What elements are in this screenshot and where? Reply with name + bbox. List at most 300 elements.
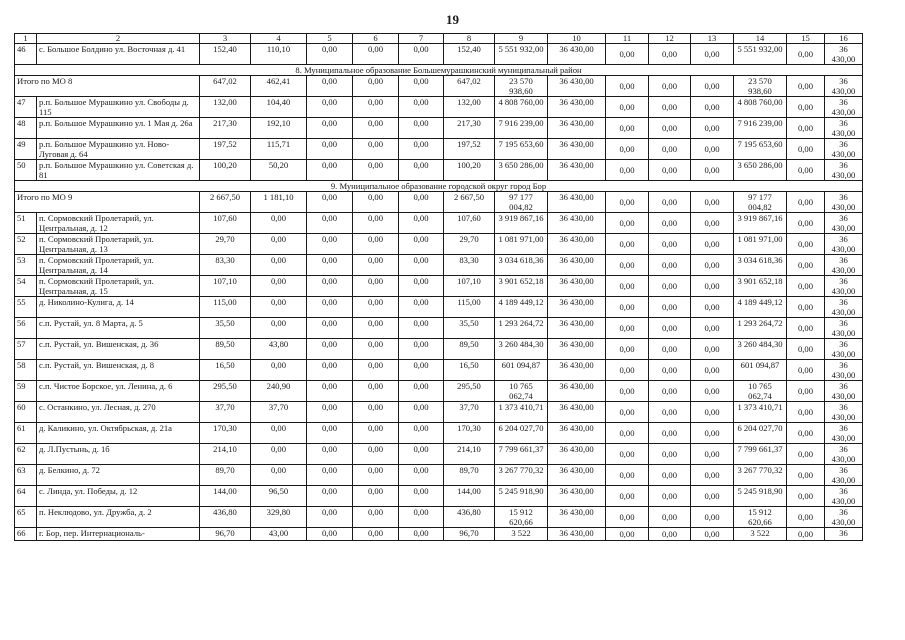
column-number-11: 11	[606, 34, 649, 44]
column-number-3: 3	[200, 34, 251, 44]
table-row	[15, 465, 863, 486]
cell-col-8: 436,80	[444, 507, 495, 528]
cell-col-7: 0,00	[399, 486, 444, 507]
cell-col-14: 15 912 620,66	[734, 507, 787, 528]
cell-col-11: 0,00	[606, 213, 649, 234]
cell-col-16: 36 430,00	[825, 44, 863, 65]
municipality-heading-row	[15, 181, 863, 192]
cell-col-4: 104,40	[251, 97, 307, 118]
cell-col-3: 89,70	[200, 465, 251, 486]
address-cell: р.п. Большое Мурашкино ул. Советская д. 81	[37, 160, 200, 181]
cell-col-3: 170,30	[200, 423, 251, 444]
cell-col-11: 0,00	[606, 192, 649, 213]
cell-col-5: 0,00	[307, 192, 353, 213]
cell-col-6: 0,00	[353, 213, 399, 234]
cell-col-9: 3 919 867,16	[495, 213, 548, 234]
table-row	[15, 276, 863, 297]
cell-col-5: 0,00	[307, 213, 353, 234]
cell-col-16: 36 430,00	[825, 318, 863, 339]
cell-col-15: 0,00	[787, 486, 825, 507]
cell-col-8: 35,50	[444, 318, 495, 339]
cell-col-10: 36 430,00	[548, 160, 606, 181]
cell-col-14: 601 094,87	[734, 360, 787, 381]
cell-col-3: 16,50	[200, 360, 251, 381]
table-row	[15, 118, 863, 139]
cell-col-5: 0,00	[307, 528, 353, 541]
cell-col-4: 0,00	[251, 213, 307, 234]
cell-col-14: 3 267 770,32	[734, 465, 787, 486]
address-cell: п. Сормовский Пролетарий, ул. Центральная, д. 15	[37, 276, 200, 297]
registry-table	[14, 33, 863, 541]
cell-col-6: 0,00	[353, 297, 399, 318]
cell-col-15: 0,00	[787, 44, 825, 65]
cell-col-9: 3 901 652,18	[495, 276, 548, 297]
table-row	[15, 444, 863, 465]
cell-col-7: 0,00	[399, 160, 444, 181]
cell-col-16: 36 430,00	[825, 360, 863, 381]
cell-col-4: 0,00	[251, 444, 307, 465]
cell-col-3: 100,20	[200, 160, 251, 181]
cell-col-8: 100,20	[444, 160, 495, 181]
cell-col-5: 0,00	[307, 381, 353, 402]
table-row	[15, 339, 863, 360]
cell-col-15: 0,00	[787, 255, 825, 276]
cell-col-3: 132,00	[200, 97, 251, 118]
cell-col-8: 115,00	[444, 297, 495, 318]
cell-col-12: 0,00	[649, 360, 691, 381]
address-cell: п. Сормовский Пролетарий, ул. Центральная, д. 12	[37, 213, 200, 234]
cell-col-4: 0,00	[251, 297, 307, 318]
cell-col-4: 329,80	[251, 507, 307, 528]
cell-col-7: 0,00	[399, 234, 444, 255]
cell-col-16: 36 430,00	[825, 160, 863, 181]
cell-col-9: 1 293 264,72	[495, 318, 548, 339]
cell-col-12: 0,00	[649, 97, 691, 118]
cell-col-10: 36 430,00	[548, 339, 606, 360]
row-number: 59	[15, 381, 37, 402]
subtotal-row	[15, 192, 863, 213]
address-cell: р.п. Большое Мурашкино ул. Ново-Луговая д. 64	[37, 139, 200, 160]
cell-col-5: 0,00	[307, 444, 353, 465]
row-number: 65	[15, 507, 37, 528]
cell-col-9: 3 267 770,32	[495, 465, 548, 486]
cell-col-8: 132,00	[444, 97, 495, 118]
cell-col-9: 3 034 618,36	[495, 255, 548, 276]
address-cell: п. Сормовский Пролетарий, ул. Центральная, д. 14	[37, 255, 200, 276]
cell-col-3: 115,00	[200, 297, 251, 318]
column-number-2: 2	[37, 34, 200, 44]
cell-col-10: 36 430,00	[548, 44, 606, 65]
cell-col-4: 192,10	[251, 118, 307, 139]
cell-col-11: 0,00	[606, 118, 649, 139]
cell-col-16: 36 430,00	[825, 192, 863, 213]
cell-col-4: 0,00	[251, 423, 307, 444]
municipality-heading: 8. Муниципальное образование Большемурашкинский муниципальный район	[15, 65, 863, 76]
cell-col-14: 1 081 971,00	[734, 234, 787, 255]
cell-col-4: 0,00	[251, 276, 307, 297]
cell-col-14: 4 189 449,12	[734, 297, 787, 318]
cell-col-7: 0,00	[399, 465, 444, 486]
address-cell: д. Белкино, д. 72	[37, 465, 200, 486]
cell-col-14: 7 916 239,00	[734, 118, 787, 139]
cell-col-12: 0,00	[649, 192, 691, 213]
cell-col-13: 0,00	[691, 381, 734, 402]
cell-col-3: 107,60	[200, 213, 251, 234]
cell-col-7: 0,00	[399, 44, 444, 65]
row-number: 61	[15, 423, 37, 444]
cell-col-9: 601 094,87	[495, 360, 548, 381]
cell-col-13: 0,00	[691, 507, 734, 528]
column-number-14: 14	[734, 34, 787, 44]
cell-col-9: 4 808 760,00	[495, 97, 548, 118]
cell-col-6: 0,00	[353, 486, 399, 507]
cell-col-16: 36 430,00	[825, 234, 863, 255]
cell-col-3: 214,10	[200, 444, 251, 465]
cell-col-7: 0,00	[399, 423, 444, 444]
cell-col-13: 0,00	[691, 213, 734, 234]
cell-col-4: 50,20	[251, 160, 307, 181]
cell-col-13: 0,00	[691, 444, 734, 465]
table-row	[15, 360, 863, 381]
cell-col-13: 0,00	[691, 76, 734, 97]
cell-col-11: 0,00	[606, 339, 649, 360]
cell-col-15: 0,00	[787, 360, 825, 381]
cell-col-15: 0,00	[787, 507, 825, 528]
cell-col-10: 36 430,00	[548, 507, 606, 528]
table-row	[15, 139, 863, 160]
cell-col-15: 0,00	[787, 76, 825, 97]
cell-col-7: 0,00	[399, 276, 444, 297]
cell-col-11: 0,00	[606, 76, 649, 97]
row-number: 52	[15, 234, 37, 255]
cell-col-12: 0,00	[649, 444, 691, 465]
cell-col-16: 36 430,00	[825, 297, 863, 318]
row-number: 48	[15, 118, 37, 139]
cell-col-13: 0,00	[691, 297, 734, 318]
row-number: 64	[15, 486, 37, 507]
table-row	[15, 234, 863, 255]
cell-col-7: 0,00	[399, 213, 444, 234]
cell-col-5: 0,00	[307, 339, 353, 360]
cell-col-9: 7 916 239,00	[495, 118, 548, 139]
cell-col-6: 0,00	[353, 234, 399, 255]
cell-col-4: 1 181,10	[251, 192, 307, 213]
cell-col-5: 0,00	[307, 360, 353, 381]
cell-col-9: 1 081 971,00	[495, 234, 548, 255]
cell-col-6: 0,00	[353, 318, 399, 339]
cell-col-11: 0,00	[606, 255, 649, 276]
cell-col-3: 144,00	[200, 486, 251, 507]
cell-col-13: 0,00	[691, 234, 734, 255]
cell-col-3: 83,30	[200, 255, 251, 276]
cell-col-10: 36 430,00	[548, 276, 606, 297]
cell-col-6: 0,00	[353, 423, 399, 444]
column-number-10: 10	[548, 34, 606, 44]
cell-col-12: 0,00	[649, 381, 691, 402]
cell-col-5: 0,00	[307, 486, 353, 507]
cell-col-12: 0,00	[649, 255, 691, 276]
cell-col-8: 214,10	[444, 444, 495, 465]
table-row	[15, 44, 863, 65]
cell-col-11: 0,00	[606, 318, 649, 339]
cell-col-6: 0,00	[353, 160, 399, 181]
cell-col-6: 0,00	[353, 76, 399, 97]
cell-col-9: 3 260 484,30	[495, 339, 548, 360]
cell-col-9: 6 204 027,70	[495, 423, 548, 444]
cell-col-12: 0,00	[649, 402, 691, 423]
cell-col-14: 5 551 932,00	[734, 44, 787, 65]
row-number: 51	[15, 213, 37, 234]
cell-col-14: 3 901 652,18	[734, 276, 787, 297]
column-number-7: 7	[399, 34, 444, 44]
cell-col-6: 0,00	[353, 192, 399, 213]
row-number: 57	[15, 339, 37, 360]
row-number: 50	[15, 160, 37, 181]
cell-col-7: 0,00	[399, 360, 444, 381]
address-cell: д. Николино-Кулига, д. 14	[37, 297, 200, 318]
cell-col-8: 96,70	[444, 528, 495, 541]
cell-col-5: 0,00	[307, 276, 353, 297]
cell-col-15: 0,00	[787, 423, 825, 444]
column-number-13: 13	[691, 34, 734, 44]
cell-col-10: 36 430,00	[548, 528, 606, 541]
cell-col-16: 36 430,00	[825, 381, 863, 402]
cell-col-16: 36 430,00	[825, 339, 863, 360]
cell-col-4: 43,00	[251, 528, 307, 541]
table-body	[15, 44, 863, 541]
cell-col-16: 36 430,00	[825, 139, 863, 160]
cell-col-12: 0,00	[649, 507, 691, 528]
cell-col-5: 0,00	[307, 118, 353, 139]
cell-col-3: 89,50	[200, 339, 251, 360]
cell-col-16: 36 430,00	[825, 97, 863, 118]
cell-col-5: 0,00	[307, 234, 353, 255]
cell-col-12: 0,00	[649, 276, 691, 297]
cell-col-3: 295,50	[200, 381, 251, 402]
cell-col-13: 0,00	[691, 486, 734, 507]
page-number: 19	[446, 12, 459, 27]
cell-col-5: 0,00	[307, 139, 353, 160]
row-number: 63	[15, 465, 37, 486]
cell-col-14: 1 373 410,71	[734, 402, 787, 423]
cell-col-13: 0,00	[691, 118, 734, 139]
row-number: 66	[15, 528, 37, 541]
cell-col-11: 0,00	[606, 528, 649, 541]
cell-col-7: 0,00	[399, 381, 444, 402]
cell-col-10: 36 430,00	[548, 139, 606, 160]
cell-col-12: 0,00	[649, 318, 691, 339]
table-row	[15, 507, 863, 528]
cell-col-7: 0,00	[399, 76, 444, 97]
cell-col-6: 0,00	[353, 402, 399, 423]
cell-col-14: 97 177 004,82	[734, 192, 787, 213]
cell-col-11: 0,00	[606, 423, 649, 444]
table-row	[15, 423, 863, 444]
cell-col-4: 110,10	[251, 44, 307, 65]
cell-col-15: 0,00	[787, 160, 825, 181]
cell-col-12: 0,00	[649, 339, 691, 360]
table-row	[15, 297, 863, 318]
row-number: 54	[15, 276, 37, 297]
cell-col-11: 0,00	[606, 381, 649, 402]
cell-col-13: 0,00	[691, 44, 734, 65]
cell-col-16: 36	[825, 528, 863, 541]
table-row	[15, 213, 863, 234]
cell-col-5: 0,00	[307, 97, 353, 118]
cell-col-15: 0,00	[787, 528, 825, 541]
cell-col-8: 295,50	[444, 381, 495, 402]
cell-col-14: 7 195 653,60	[734, 139, 787, 160]
column-number-6: 6	[353, 34, 399, 44]
table-row	[15, 381, 863, 402]
address-cell: с.п. Рустай, ул. Вишенская, д. 36	[37, 339, 200, 360]
cell-col-8: 107,60	[444, 213, 495, 234]
row-number: 62	[15, 444, 37, 465]
cell-col-10: 36 430,00	[548, 192, 606, 213]
cell-col-8: 2 667,50	[444, 192, 495, 213]
cell-col-12: 0,00	[649, 118, 691, 139]
cell-col-4: 0,00	[251, 234, 307, 255]
cell-col-4: 0,00	[251, 360, 307, 381]
cell-col-16: 36 430,00	[825, 444, 863, 465]
cell-col-7: 0,00	[399, 255, 444, 276]
cell-col-10: 36 430,00	[548, 213, 606, 234]
subtotal-label: Итого по МО 8	[15, 76, 200, 97]
cell-col-11: 0,00	[606, 160, 649, 181]
cell-col-6: 0,00	[353, 381, 399, 402]
cell-col-15: 0,00	[787, 402, 825, 423]
cell-col-8: 89,70	[444, 465, 495, 486]
cell-col-13: 0,00	[691, 276, 734, 297]
address-cell: с. Линда, ул. Победы, д. 12	[37, 486, 200, 507]
cell-col-12: 0,00	[649, 486, 691, 507]
cell-col-13: 0,00	[691, 318, 734, 339]
cell-col-7: 0,00	[399, 339, 444, 360]
cell-col-13: 0,00	[691, 339, 734, 360]
cell-col-12: 0,00	[649, 76, 691, 97]
cell-col-11: 0,00	[606, 486, 649, 507]
row-number: 56	[15, 318, 37, 339]
cell-col-16: 36 430,00	[825, 402, 863, 423]
cell-col-8: 107,10	[444, 276, 495, 297]
cell-col-12: 0,00	[649, 213, 691, 234]
registry-table-container	[14, 33, 862, 541]
table-row	[15, 255, 863, 276]
cell-col-5: 0,00	[307, 318, 353, 339]
cell-col-6: 0,00	[353, 465, 399, 486]
cell-col-8: 16,50	[444, 360, 495, 381]
cell-col-4: 0,00	[251, 255, 307, 276]
cell-col-15: 0,00	[787, 381, 825, 402]
cell-col-11: 0,00	[606, 139, 649, 160]
cell-col-7: 0,00	[399, 139, 444, 160]
municipality-heading: 9. Муниципальное образование городской округ город Бор	[15, 181, 863, 192]
table-row	[15, 160, 863, 181]
cell-col-14: 3 522	[734, 528, 787, 541]
cell-col-14: 3 034 618,36	[734, 255, 787, 276]
cell-col-9: 4 189 449,12	[495, 297, 548, 318]
cell-col-16: 36 430,00	[825, 423, 863, 444]
cell-col-13: 0,00	[691, 423, 734, 444]
cell-col-15: 0,00	[787, 213, 825, 234]
address-cell: д. Л.Пустынь, д. 1б	[37, 444, 200, 465]
cell-col-9: 15 912 620,66	[495, 507, 548, 528]
cell-col-8: 144,00	[444, 486, 495, 507]
cell-col-6: 0,00	[353, 97, 399, 118]
cell-col-15: 0,00	[787, 118, 825, 139]
column-number-1: 1	[15, 34, 37, 44]
cell-col-3: 37,70	[200, 402, 251, 423]
cell-col-13: 0,00	[691, 97, 734, 118]
cell-col-10: 36 430,00	[548, 465, 606, 486]
address-cell: п. Неклюдово, ул. Дружба, д. 2	[37, 507, 200, 528]
cell-col-14: 5 245 918,90	[734, 486, 787, 507]
cell-col-13: 0,00	[691, 360, 734, 381]
cell-col-15: 0,00	[787, 297, 825, 318]
cell-col-7: 0,00	[399, 97, 444, 118]
cell-col-9: 7 195 653,60	[495, 139, 548, 160]
cell-col-3: 436,80	[200, 507, 251, 528]
cell-col-11: 0,00	[606, 402, 649, 423]
cell-col-12: 0,00	[649, 44, 691, 65]
column-number-row	[15, 34, 863, 44]
table-row	[15, 318, 863, 339]
cell-col-4: 0,00	[251, 318, 307, 339]
cell-col-16: 36 430,00	[825, 276, 863, 297]
cell-col-11: 0,00	[606, 465, 649, 486]
cell-col-7: 0,00	[399, 402, 444, 423]
cell-col-10: 36 430,00	[548, 76, 606, 97]
cell-col-11: 0,00	[606, 297, 649, 318]
cell-col-13: 0,00	[691, 192, 734, 213]
cell-col-15: 0,00	[787, 276, 825, 297]
cell-col-3: 647,02	[200, 76, 251, 97]
address-cell: г. Бор, пер. Интернациональ-	[37, 528, 200, 541]
cell-col-10: 36 430,00	[548, 118, 606, 139]
cell-col-6: 0,00	[353, 360, 399, 381]
cell-col-6: 0,00	[353, 139, 399, 160]
cell-col-14: 23 570 938,60	[734, 76, 787, 97]
cell-col-14: 3 919 867,16	[734, 213, 787, 234]
cell-col-10: 36 430,00	[548, 360, 606, 381]
cell-col-6: 0,00	[353, 276, 399, 297]
cell-col-7: 0,00	[399, 444, 444, 465]
column-number-4: 4	[251, 34, 307, 44]
cell-col-13: 0,00	[691, 465, 734, 486]
address-cell: р.п. Большое Мурашкино ул. Свободы д. 115	[37, 97, 200, 118]
cell-col-5: 0,00	[307, 255, 353, 276]
cell-col-10: 36 430,00	[548, 402, 606, 423]
column-number-9: 9	[495, 34, 548, 44]
cell-col-12: 0,00	[649, 465, 691, 486]
cell-col-9: 5 245 918,90	[495, 486, 548, 507]
cell-col-8: 217,30	[444, 118, 495, 139]
table-row	[15, 97, 863, 118]
cell-col-14: 10 765 062,74	[734, 381, 787, 402]
cell-col-11: 0,00	[606, 507, 649, 528]
table-row	[15, 486, 863, 507]
cell-col-10: 36 430,00	[548, 444, 606, 465]
cell-col-15: 0,00	[787, 97, 825, 118]
cell-col-3: 217,30	[200, 118, 251, 139]
cell-col-11: 0,00	[606, 97, 649, 118]
address-cell: с.п. Рустай, ул. Вишенская, д. 8	[37, 360, 200, 381]
cell-col-12: 0,00	[649, 160, 691, 181]
cell-col-14: 7 799 661,37	[734, 444, 787, 465]
cell-col-15: 0,00	[787, 465, 825, 486]
table-row	[15, 402, 863, 423]
cell-col-5: 0,00	[307, 507, 353, 528]
